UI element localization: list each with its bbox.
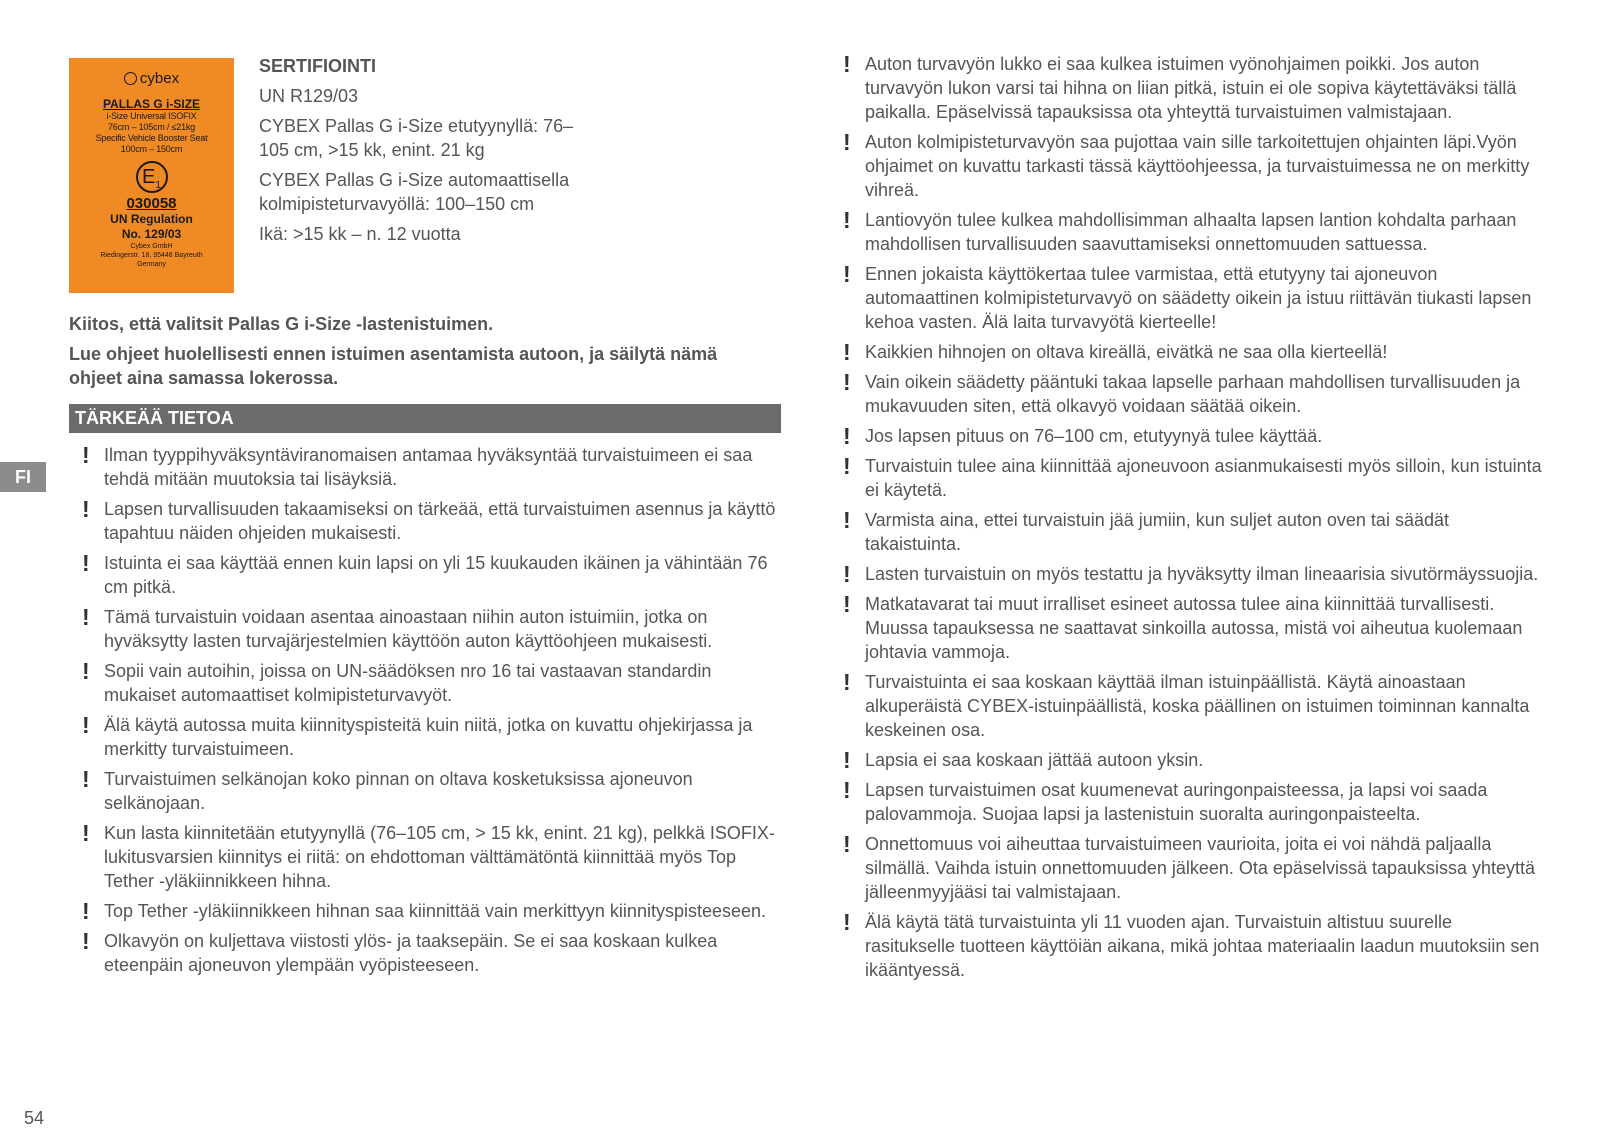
warning-exclamation-icon: ! bbox=[843, 507, 851, 533]
warning-item bbox=[843, 52, 1543, 124]
label-spec: Specific Vehicle Booster Seat bbox=[95, 133, 208, 143]
warning-item bbox=[843, 670, 1543, 742]
warning-item bbox=[843, 508, 1543, 556]
warning-item bbox=[843, 130, 1543, 202]
certification-line: CYBEX Pallas G i-Size etutyynyllä: 76–105 cm, >15 kk, enint. 21 kg bbox=[259, 116, 574, 160]
warning-exclamation-icon: ! bbox=[82, 820, 90, 846]
warning-item bbox=[82, 821, 782, 893]
warning-text: Älä käytä autossa muita kiinnityspisteitä kuin niitä, jotka on kuvattu ohjekirjassa ja merkitty turvaistuimeen. bbox=[104, 715, 753, 759]
warning-item bbox=[843, 340, 1543, 364]
section-title-bar: TÄRKEÄÄ TIETOA bbox=[69, 404, 781, 433]
warning-text: Jos lapsen pituus on 76–100 cm, etutyynyä tulee käyttää. bbox=[865, 426, 1323, 446]
warning-item bbox=[82, 767, 782, 815]
warning-text: Istuinta ei saa käyttää ennen kuin lapsi on yli 15 kuukauden ikäinen ja vähintään 76 cm pitkä. bbox=[104, 553, 768, 597]
approval-number: 030058 bbox=[126, 195, 177, 212]
warning-text: Auton turvavyön lukko ei saa kulkea istuimen vyönohjaimen poikki. Jos auton turvavyön lukon varsi tai hihna on liian pitkä, istuin ei ole sopiva käytettäväksi tällä paikalla. Epäselvissä tapauksissa ota yhteyttä turvaistuimen valmistajaan. bbox=[865, 54, 1517, 122]
warning-item bbox=[82, 929, 782, 977]
warning-exclamation-icon: ! bbox=[843, 129, 851, 155]
warning-exclamation-icon: ! bbox=[82, 898, 90, 924]
warning-exclamation-icon: ! bbox=[843, 591, 851, 617]
warning-exclamation-icon: ! bbox=[843, 909, 851, 935]
warning-item bbox=[843, 370, 1543, 418]
warning-text: Kun lasta kiinnitetään etutyynyllä (76–105 cm, > 15 kk, enint. 21 kg), pelkkä ISOFIX-lukitusvarsien kiinnitys ei riitä: on ehdottoman välttämätöntä kiinnittää myös Top Tether -yläkiinnikkeen hihna. bbox=[104, 823, 775, 891]
warning-text: Onnettomuus voi aiheuttaa turvaistuimeen vaurioita, joita ei voi nähdä paljaalla silmällä. Vaihda istuin onnettomuuden jälkeen. Ota epäselvissä tapauksissa yhteyttä jälleenmyyjääsi tai valmistajaan. bbox=[865, 834, 1536, 902]
warning-text: Lapsia ei saa koskaan jättää autoon yksin. bbox=[865, 750, 1204, 770]
warning-exclamation-icon: ! bbox=[843, 669, 851, 695]
warning-text: Vain oikein säädetty pääntuki takaa lapselle parhaan mahdollisen turvallisuuden ja mukavuuden siten, että olkavyö voidaan säätää oikein. bbox=[865, 372, 1521, 416]
warning-item bbox=[843, 778, 1543, 826]
warning-item bbox=[82, 899, 782, 923]
warning-exclamation-icon: ! bbox=[843, 777, 851, 803]
warning-item bbox=[843, 562, 1543, 586]
label-spec: 100cm – 150cm bbox=[120, 144, 183, 154]
warning-exclamation-icon: ! bbox=[843, 561, 851, 587]
warning-text: Turvaistuinta ei saa koskaan käyttää ilman istuinpäällistä. Käytä ainoastaan alkuperäistä CYBEX-istuinpäällistä, koska päällinen on istuimen toiminnan kannalta keskeinen osa. bbox=[865, 672, 1530, 740]
warning-text: Matkatavarat tai muut irralliset esineet autossa tulee aina kiinnittää turvallisesti. Muussa tapauksessa ne saattavat sinkoilla autossa, mistä voi aiheutua kuolemaan johtavia vammoja. bbox=[865, 594, 1523, 662]
warning-text: Ilman tyyppihyväksyntäviranomaisen antamaa hyväksyntää turvaistuimeen ei saa tehdä mitään muutoksia tai lisäyksiä. bbox=[104, 445, 753, 489]
warning-item bbox=[843, 424, 1543, 448]
page-number: 54 bbox=[24, 1108, 45, 1128]
warning-exclamation-icon: ! bbox=[843, 747, 851, 773]
warning-text: Turvaistuimen selkänojan koko pinnan on oltava kosketuksissa ajoneuvon selkänojaan. bbox=[104, 769, 693, 813]
certification-line: UN R129/03 bbox=[259, 86, 359, 106]
warning-item bbox=[82, 551, 782, 599]
warning-item bbox=[843, 592, 1543, 664]
label-spec: 76cm – 105cm / ≤21kg bbox=[108, 122, 195, 132]
warning-text: Olkavyön on kuljettava viistosti ylös- ja taaksepäin. Se ei saa koskaan kulkea eteenpäin ajoneuvon ylempään vyöpisteeseen. bbox=[104, 931, 718, 975]
cybex-logo-icon bbox=[124, 72, 137, 85]
intro-instructions: Lue ohjeet huolellisesti ennen istuimen asentamista autoon, ja säilytä nämä ohjeet aina samassa lokerossa. bbox=[69, 344, 718, 388]
warning-item bbox=[82, 497, 782, 545]
warning-exclamation-icon: ! bbox=[82, 442, 90, 468]
warning-text: Älä käytä tätä turvaistuinta yli 11 vuoden ajan. Turvaistuin altistuu suurelle rasitukselle tuotteen käyttöiän aikana, mikä johtaa materiaalin laadun muutoksiin sen ikääntyessä. bbox=[865, 912, 1540, 980]
warning-item bbox=[82, 443, 782, 491]
manufacturer-line: Cybex GmbH bbox=[130, 243, 173, 250]
warning-item bbox=[843, 208, 1543, 256]
certification-block bbox=[259, 54, 779, 252]
warning-exclamation-icon: ! bbox=[82, 712, 90, 738]
warning-exclamation-icon: ! bbox=[82, 496, 90, 522]
warning-item bbox=[843, 748, 1543, 772]
warning-exclamation-icon: ! bbox=[82, 604, 90, 630]
language-tab: FI bbox=[0, 462, 46, 492]
right-warning-list bbox=[843, 52, 1543, 988]
regulation-line: UN Regulation bbox=[110, 212, 193, 226]
warning-text: Lapsen turvaistuimen osat kuumenevat auringonpaisteessa, ja lapsi voi saada palovammoja. Suojaa lapsi ja lastenistuin suoralta auringonpaisteelta. bbox=[865, 780, 1488, 824]
label-spec: i-Size Universal ISOFIX bbox=[106, 111, 197, 121]
warning-exclamation-icon: ! bbox=[843, 51, 851, 77]
warning-item bbox=[843, 454, 1543, 502]
certification-heading: SERTIFIOINTI bbox=[259, 56, 376, 76]
warning-text: Turvaistuin tulee aina kiinnittää ajoneuvoon asianmukaisesti myös silloin, kun istuinta ei käytetä. bbox=[865, 456, 1542, 500]
warning-exclamation-icon: ! bbox=[843, 261, 851, 287]
warning-exclamation-icon: ! bbox=[843, 339, 851, 365]
warning-text: Top Tether -yläkiinnikkeen hihnan saa kiinnittää vain merkittyyn kiinnityspisteeseen. bbox=[104, 901, 767, 921]
warning-text: Lantiovyön tulee kulkea mahdollisimman alhaalta lapsen lantion kohdalta parhaan mahdollisen turvallisuuden saavuttamiseksi onnettomuuden sattuessa. bbox=[865, 210, 1517, 254]
warning-exclamation-icon: ! bbox=[843, 831, 851, 857]
warning-exclamation-icon: ! bbox=[82, 550, 90, 576]
e-mark-icon: $E_1$ bbox=[136, 161, 168, 193]
warning-exclamation-icon: ! bbox=[82, 766, 90, 792]
warning-text: Kaikkien hihnojen on oltava kireällä, eivätkä ne saa olla kierteellä! bbox=[865, 342, 1388, 362]
warning-item bbox=[82, 659, 782, 707]
warning-exclamation-icon: ! bbox=[843, 453, 851, 479]
warning-exclamation-icon: ! bbox=[843, 423, 851, 449]
warning-item bbox=[82, 605, 782, 653]
label-brand: cybex bbox=[69, 70, 234, 87]
certification-line: Ikä: >15 kk – n. 12 vuotta bbox=[259, 224, 461, 244]
regulation-line: No. 129/03 bbox=[121, 227, 182, 241]
warning-text: Lasten turvaistuin on myös testattu ja hyväksytty ilman lineaarisia sivutörmäyssuojia. bbox=[865, 564, 1539, 584]
warning-exclamation-icon: ! bbox=[82, 658, 90, 684]
warning-text: Auton kolmipisteturvavyön saa pujottaa vain sille tarkoitettujen ohjainten läpi.Vyön ohjaimet on kuvattu tarkasti tässä käyttöohjeessa, ja turvaistuimessa ne on merkitty vihreä. bbox=[865, 132, 1530, 200]
warning-text: Ennen jokaista käyttökertaa tulee varmistaa, että etutyyny tai ajoneuvon automaattinen kolmipisteturvavyö on säädetty oikein ja istuu riittävän tiukasti lapsen kehoa vasten. Älä laita turvavyötä kierteelle! bbox=[865, 264, 1532, 332]
warning-item bbox=[843, 262, 1543, 334]
warning-exclamation-icon: ! bbox=[82, 928, 90, 954]
warning-exclamation-icon: ! bbox=[843, 369, 851, 395]
warning-item bbox=[82, 713, 782, 761]
warning-text: Lapsen turvallisuuden takaamiseksi on tärkeää, että turvaistuimen asennus ja käyttö tapahtuu näiden ohjeiden mukaisesti. bbox=[104, 499, 776, 543]
intro-block bbox=[69, 312, 789, 396]
left-warning-list bbox=[82, 443, 782, 983]
manufacturer-line: Riedingerstr. 18, 95448 Bayreuth bbox=[100, 252, 203, 259]
warning-text: Tämä turvaistuin voidaan asentaa ainoastaan niihin auton istuimiin, jotka on hyväksytty lasten turvajärjestelmien käyttöön auton käyttöohjeen mukaisesti. bbox=[104, 607, 713, 651]
label-model: PALLAS G i-SIZE bbox=[102, 97, 201, 111]
approval-label bbox=[69, 58, 234, 293]
warning-text: Varmista aina, ettei turvaistuin jää jumiin, kun suljet auton oven tai säädät takaistuinta. bbox=[865, 510, 1449, 554]
manufacturer-line: Germany bbox=[137, 261, 166, 268]
warning-exclamation-icon: ! bbox=[843, 207, 851, 233]
warning-item bbox=[843, 910, 1543, 982]
intro-thanks: Kiitos, että valitsit Pallas G i-Size -lastenistuimen. bbox=[69, 314, 494, 334]
certification-line: CYBEX Pallas G i-Size automaattisella kolmipisteturvavyöllä: 100–150 cm bbox=[259, 170, 570, 214]
warning-item bbox=[843, 832, 1543, 904]
warning-text: Sopii vain autoihin, joissa on UN-säädöksen nro 16 tai vastaavan standardin mukaiset automaattiset kolmipisteturvavyöt. bbox=[104, 661, 712, 705]
